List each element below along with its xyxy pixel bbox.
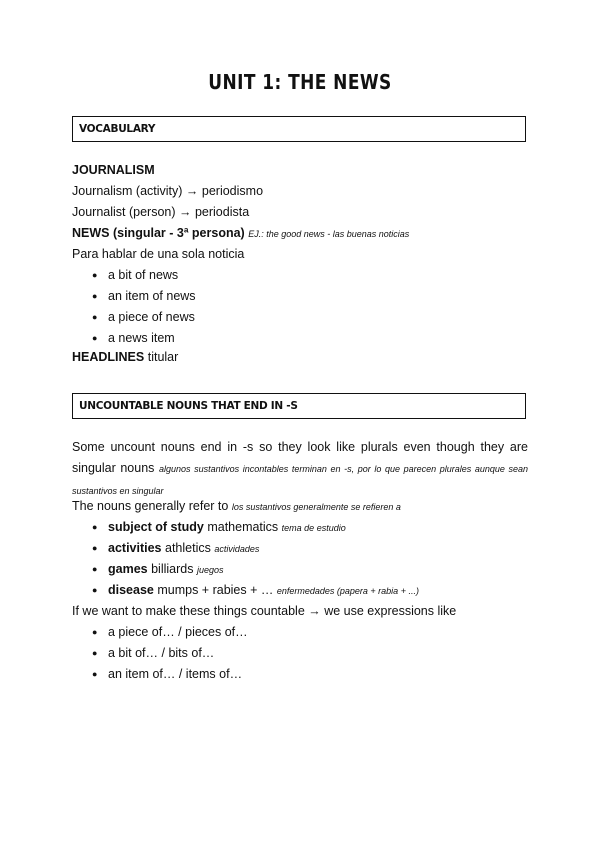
list-item: ● disease mumps + rabies + … enfermedades (papera + rabia + ...) <box>92 583 419 597</box>
refer-line: The nouns generally refer to los sustantivos generalmente se refieren a <box>72 499 401 513</box>
journalism-heading: JOURNALISM <box>72 163 155 177</box>
headlines-line: HEADLINES titular <box>72 350 179 364</box>
list-item: ● an item of… / items of… <box>92 667 243 681</box>
news-term: NEWS (singular - 3ª persona) <box>72 226 245 240</box>
single-news-line: Para hablar de una sola noticia <box>72 247 245 261</box>
vocab-line: Journalism (activity) → periodismo <box>72 184 264 198</box>
list-item: ● activities athletics actividades <box>92 541 260 555</box>
list-item: ● a news item <box>92 331 175 345</box>
page-title: UNIT 1: THE NEWS <box>208 70 392 94</box>
list-item: ● a bit of… / bits of… <box>92 646 215 660</box>
list-item: ● a piece of… / pieces of… <box>92 625 248 639</box>
section-header-uncountable: UNCOUNTABLE NOUNS THAT END IN -S <box>72 393 526 419</box>
section-header-vocabulary: VOCABULARY <box>72 116 526 142</box>
paragraph-translation: algunos sustantivos incontables terminan en -s, por lo que parecen plurales aunque sean sustantivos en singular <box>72 464 528 496</box>
headlines-term: HEADLINES <box>72 350 145 364</box>
list-item: ● a bit of news <box>92 268 179 282</box>
uncountable-paragraph: Some uncount nouns end in -s so they look like plurals even though they are singular nouns algunos sustantivos incontables terminan en -s, por lo que parecen plurales aunque sean sustantivos en singular <box>72 440 528 496</box>
news-example: EJ.: the good news - las buenas noticias <box>248 229 410 239</box>
list-item: ● games billiards juegos <box>92 562 224 576</box>
list-item: ● a piece of news <box>92 310 195 324</box>
vocab-line: Journalist (person) → periodista <box>72 205 250 219</box>
countable-line: If we want to make these things countable → we use expressions like <box>72 604 457 618</box>
list-item: ● an item of news <box>92 289 196 303</box>
list-item: ● subject of study mathematics tema de estudio <box>92 520 346 534</box>
news-line <box>72 226 409 240</box>
